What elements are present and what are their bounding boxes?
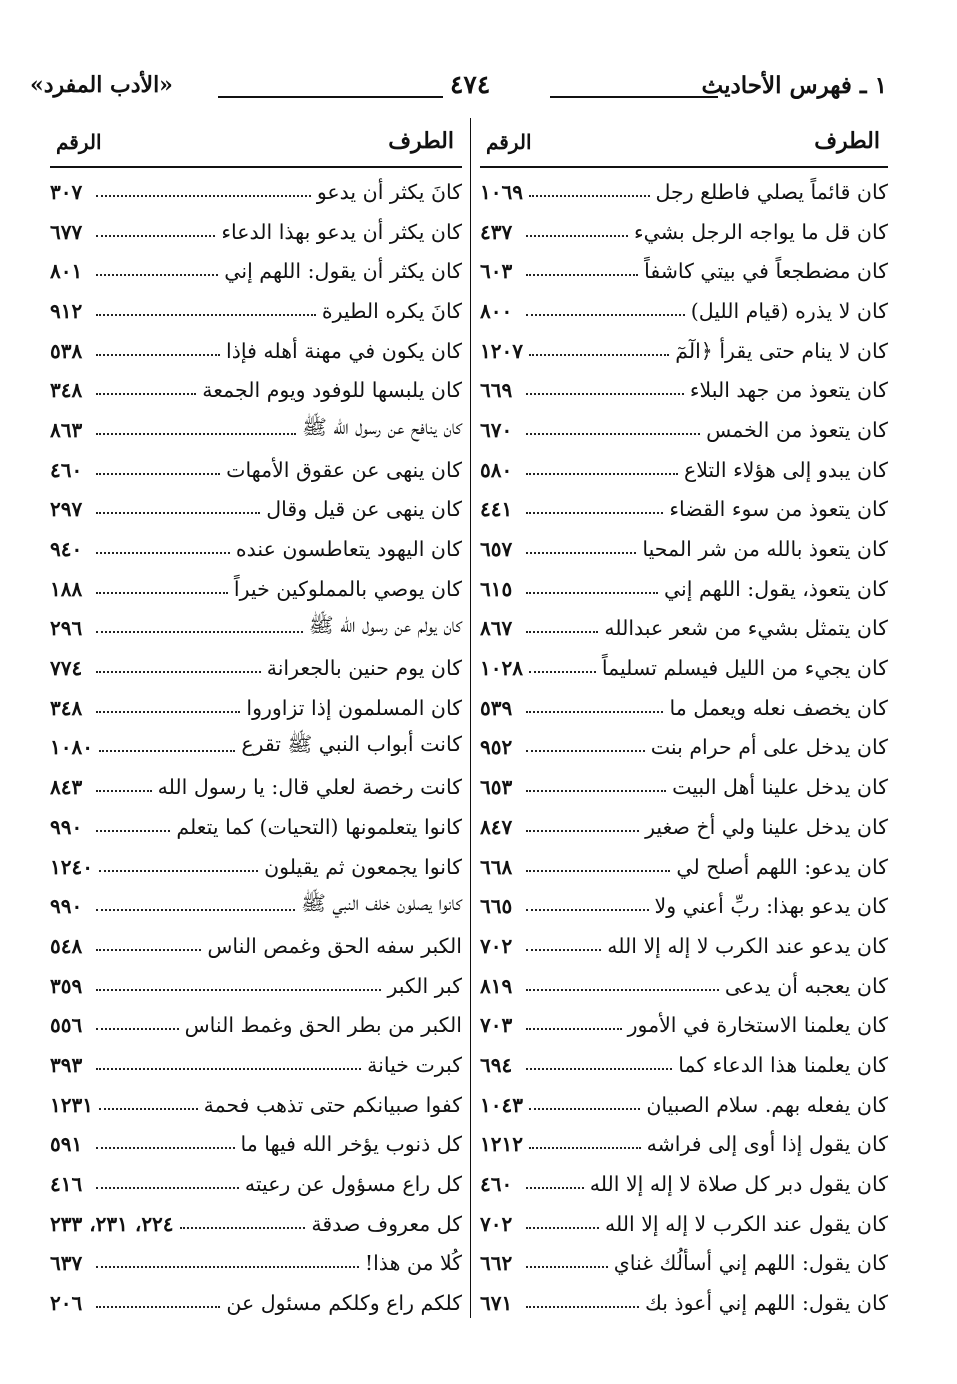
index-entry [50, 728, 462, 768]
entry-number: ٨٤٧ [480, 814, 513, 839]
index-entry [480, 688, 888, 728]
dot-leader [96, 473, 220, 475]
index-entry [480, 847, 888, 887]
index-entry [480, 490, 888, 530]
entry-number: ٣٤٨ [50, 695, 83, 720]
index-entry [480, 728, 888, 768]
entry-number: ١٢٣١ [50, 1092, 93, 1117]
index-rows [480, 168, 888, 1323]
entry-text: كان يتعوذ بالله من شر المحيا [642, 537, 888, 562]
entry-number: ٣٥٩ [50, 973, 83, 998]
entry-text: كل معروف صدقة [311, 1211, 462, 1236]
index-entry [480, 370, 888, 410]
entry-number: ٢٩٧ [50, 497, 83, 522]
entry-text: كبر الكبر [387, 973, 462, 998]
dot-leader [526, 1187, 584, 1189]
entry-text: كانوا يجمعون ثم يقيلون [264, 854, 462, 879]
entry-number: ١٠٤٣ [480, 1092, 523, 1117]
dot-leader [96, 1187, 239, 1189]
index-column-right [480, 120, 888, 1323]
entry-number: ٦٥٣ [480, 775, 513, 800]
entry-number: ١٨٨ [50, 576, 83, 601]
entry-text: كان يفعله بهم. سلام الصبيان [646, 1092, 888, 1117]
dot-leader [96, 592, 228, 594]
entry-text: كان يكثر أن يدعو بهذا الدعاء [221, 219, 462, 244]
index-entry [480, 807, 888, 847]
entry-number: ١٢١٢ [480, 1132, 523, 1157]
index-entry [50, 1125, 462, 1165]
entry-number: ٤٦٠ [480, 1172, 513, 1197]
entry-number: ٦٦٥ [480, 894, 513, 919]
entry-text: كان يقول: اللهم إني أعوذ بك [644, 1291, 888, 1316]
index-entry [480, 886, 888, 926]
entry-text: كبرت خيانة [367, 1052, 462, 1077]
index-rows [50, 168, 462, 1323]
column-divider [470, 118, 471, 1318]
entry-number: ٦٧١ [480, 1291, 513, 1316]
entry-text: كان قل ما يواجه الرجل بشيء [633, 219, 888, 244]
entry-number: ٥٨٠ [480, 457, 513, 482]
entry-text: كان يكون في مهنة أهله فإذا [226, 338, 462, 363]
index-entry [50, 807, 462, 847]
entry-number: ٥٩١ [50, 1132, 83, 1157]
dot-leader [96, 989, 381, 991]
entry-number: ١٠٦٩ [480, 179, 523, 204]
dot-leader [529, 195, 650, 197]
entry-text: كانوا يتعلمونها (التحيات) كما يتعلم [176, 814, 462, 839]
entry-number: ١٠٨٠ [50, 735, 93, 760]
entry-text: كان ينهى عن عقوق الأمهات [226, 457, 462, 482]
index-entry [480, 1164, 888, 1204]
index-entry [480, 251, 888, 291]
entry-number: ٢٢٤، ٢٣١، ٢٣٣ [50, 1211, 174, 1236]
dot-leader [526, 1266, 608, 1268]
entry-text: كان يقول دبر كل صلاة لا إله إلا الله [589, 1172, 888, 1197]
index-column-left [50, 120, 462, 1323]
dot-leader [96, 949, 201, 951]
dot-leader [96, 1028, 179, 1030]
entry-text: الكبر من بطر الحق وغمط الناس [184, 1013, 462, 1038]
dot-leader [526, 433, 700, 435]
index-entry [50, 410, 462, 450]
entry-number: ٦٧٠ [480, 417, 513, 442]
dot-leader [96, 909, 295, 911]
index-entry [480, 1005, 888, 1045]
entry-number: ٦٥٧ [480, 537, 513, 562]
entry-text: كانَ يكره الطيرة [321, 298, 462, 323]
index-entry [50, 331, 462, 371]
entry-number: ٧٠٢ [480, 933, 513, 958]
entry-number: ١٢٠٧ [480, 338, 523, 363]
entry-text: كان يعلمنا هذا الدعاء كما [678, 1052, 888, 1077]
entry-text: كان مضطجعاً في بيتي كاشفاً [644, 259, 888, 284]
dot-leader [96, 314, 316, 316]
index-entry [480, 450, 888, 490]
column-header [480, 120, 888, 168]
entry-number: ٨٠١ [50, 259, 83, 284]
entry-number: ٦٠٣ [480, 259, 513, 284]
entry-number: ٤٦٠ [50, 457, 83, 482]
entry-text: كان يدخل على أم حرام بنت [650, 735, 888, 760]
dot-leader [526, 1068, 672, 1070]
entry-text: كان ينهى عن قيل وقال [266, 497, 462, 522]
dot-leader [526, 552, 636, 554]
dot-leader [96, 1068, 361, 1070]
entry-number: ٩٩٠ [50, 814, 83, 839]
index-entry [50, 1204, 462, 1244]
dot-leader [96, 354, 220, 356]
index-entry [480, 1045, 888, 1085]
entry-number: ٦٦٨ [480, 854, 513, 879]
entry-text: كان يجيء من الليل فيسلم تسليماً [601, 656, 888, 681]
entry-number: ١٠٢٨ [480, 656, 523, 681]
dot-leader [96, 195, 311, 197]
entry-text: الكبر سفه الحق وغمص الناس [207, 933, 462, 958]
index-entry [50, 569, 462, 609]
index-entry [50, 251, 462, 291]
entry-number: ٨١٩ [480, 973, 513, 998]
entry-number: ٩٥٢ [480, 735, 513, 760]
entry-number: ٦٦٩ [480, 378, 513, 403]
entry-number: ٦٦٢ [480, 1251, 513, 1276]
index-entry [480, 410, 888, 450]
index-entry [480, 212, 888, 252]
entry-text: كل ذنوب يؤخر الله فيها ما [240, 1132, 462, 1157]
entry-number: ١٢٤٠ [50, 854, 93, 879]
index-entry [480, 648, 888, 688]
index-entry [50, 1164, 462, 1204]
entry-number: ٨٠٠ [480, 298, 513, 323]
index-entry [50, 886, 462, 926]
index-entry [480, 291, 888, 331]
number-column-label: الرقم [486, 130, 532, 154]
index-entry [50, 767, 462, 807]
entry-text: كان لا يذره (قيام الليل) [690, 298, 888, 323]
dot-leader [526, 1028, 622, 1030]
entry-text: كان ينافح عن رسول الله ﷺ [302, 414, 462, 439]
dot-leader [96, 671, 261, 673]
entry-number: ٢٩٦ [50, 616, 83, 641]
entry-number: ٥٥٦ [50, 1013, 83, 1038]
entry-text: كان يلبسها للوفود ويوم الجمعة [202, 378, 462, 403]
entry-number: ٥٣٨ [50, 338, 83, 363]
dot-leader [96, 1306, 220, 1308]
entry-text: كان يعجبه أن يدعى [724, 973, 888, 998]
entry-text: كان قائماً يصلي فاطلع رجل [655, 179, 888, 204]
dot-leader [526, 949, 601, 951]
index-entry [480, 926, 888, 966]
entry-number: ٣٠٧ [50, 179, 83, 204]
entry-number: ٦٧٧ [50, 219, 83, 244]
dot-leader [96, 274, 218, 276]
index-entry [50, 609, 462, 649]
entry-number: ٤١٦ [50, 1172, 83, 1197]
entry-number: ٨٦٧ [480, 616, 513, 641]
entry-number: ٤٣٧ [480, 219, 513, 244]
index-entry [50, 370, 462, 410]
dot-leader [526, 989, 719, 991]
section-title: ١ ـ فهرس الأحاديث [701, 72, 887, 99]
entry-text: كان يتمثل بشيء من شعر عبدالله [604, 616, 888, 641]
dot-leader [529, 671, 596, 673]
dot-leader [99, 870, 258, 872]
index-entry [50, 688, 462, 728]
entry-number: ٥٤٨ [50, 933, 83, 958]
index-entry [480, 569, 888, 609]
entry-text: كلكم راع وكلكم مسئول عن [226, 1291, 462, 1316]
entry-number: ٦٣٧ [50, 1251, 83, 1276]
index-entry [480, 1283, 888, 1323]
index-entry [50, 966, 462, 1006]
entry-text: كل راع مسؤول عن رعيته [244, 1172, 462, 1197]
entry-text: كان يتعوذ من سوء القضاء [669, 497, 888, 522]
dot-leader [526, 1306, 639, 1308]
header-rule-right [550, 96, 718, 98]
entry-text: كان يقول: اللهم إني أسألُك غناي [613, 1251, 888, 1276]
index-entry [480, 1125, 888, 1165]
entry-text: كان لا ينام حتى يقرأ ﴿الٓمٓ [675, 338, 888, 363]
header-rule-left [218, 96, 443, 98]
dot-leader [180, 1227, 306, 1229]
dot-leader [96, 631, 303, 633]
book-title: «الأدب المفرد» [30, 72, 173, 98]
index-entry [480, 966, 888, 1006]
index-entry [50, 172, 462, 212]
entry-text: كان يخصف نعله ويعمل ما [669, 695, 888, 720]
index-entry [50, 291, 462, 331]
dot-leader [526, 830, 639, 832]
dot-leader [526, 235, 628, 237]
dot-leader [96, 1147, 235, 1149]
dot-leader [526, 393, 684, 395]
entry-text: كان يولم عن رسول الله ﷺ [308, 613, 462, 638]
entry-text: كان يدخل علينا أهل البيت [672, 775, 888, 800]
dot-leader [526, 314, 685, 316]
number-column-label: الرقم [56, 130, 102, 154]
entry-text: كان يتعوذ من جهد البلاء [689, 378, 888, 403]
dot-leader [526, 592, 658, 594]
entry-number: ٨٦٣ [50, 417, 83, 442]
dot-leader [526, 1227, 599, 1229]
entry-text: كان يقول إذا أوى إلى فراشه [646, 1132, 888, 1157]
index-entry [50, 926, 462, 966]
entry-text: كان يكثر أن يقول: اللهم إني [224, 259, 462, 284]
dot-leader [526, 631, 598, 633]
entry-number: ٣٤٨ [50, 378, 83, 403]
entry-text: كان اليهود يتعاطسون عنده [235, 537, 462, 562]
entry-text: كان يقول عند الكرب لا إله إلا الله [604, 1211, 888, 1236]
entry-text: كان يدعو عند الكرب لا إله إلا الله [607, 933, 888, 958]
dot-leader [96, 433, 296, 435]
dot-leader [529, 354, 669, 356]
index-entry [50, 450, 462, 490]
dot-leader [96, 235, 215, 237]
index-entry [50, 1244, 462, 1284]
entry-text: كان يدخل علينا ولي أخ صغير [645, 814, 888, 839]
entry-text: كان يبدو إلى هؤلاء التلاع [683, 457, 888, 482]
entry-text: كانت أبواب النبي ﷺ تقرع [241, 732, 462, 757]
dot-leader [526, 512, 663, 514]
entry-text: كان يدعو بهذا: ربِّ أعني ولا [654, 894, 888, 919]
index-entry [50, 212, 462, 252]
entry-number: ٣٩٣ [50, 1052, 83, 1077]
entry-text: كانت رخصة لعلي قال: يا رسول الله [157, 775, 462, 800]
entry-text: كان يتعوذ، يقول: اللهم إني [663, 576, 888, 601]
dot-leader [96, 393, 196, 395]
entry-text: كان يعلمنا الاستخارة في الأمور [627, 1013, 888, 1038]
entry-text: كانوا يصلون خلف النبي ﷺ [301, 891, 462, 916]
entry-number: ٤٤١ [480, 497, 513, 522]
text-column-label: الطرف [814, 128, 880, 154]
entry-number: ٩٤٠ [50, 537, 83, 562]
entry-number: ٩٩٠ [50, 894, 83, 919]
index-entry [50, 1045, 462, 1085]
dot-leader [96, 512, 260, 514]
index-entry [480, 529, 888, 569]
index-entry [50, 490, 462, 530]
entry-text: كان يدعو: اللهم أصلح لي [676, 854, 888, 879]
index-entry [480, 1204, 888, 1244]
entry-number: ٩١٢ [50, 298, 83, 323]
entry-number: ٦١٥ [480, 576, 513, 601]
dot-leader [96, 1266, 359, 1268]
index-entry [50, 648, 462, 688]
dot-leader [526, 711, 663, 713]
entry-text: كان يتعوذ من الخمس [706, 417, 888, 442]
index-entry [50, 1283, 462, 1323]
dot-leader [526, 473, 678, 475]
index-entry [50, 1085, 462, 1125]
entry-text: كانَ يكثر أن يدعو [316, 179, 462, 204]
text-column-label: الطرف [388, 128, 454, 154]
index-entry [480, 1244, 888, 1284]
dot-leader [99, 1108, 198, 1110]
index-entry [480, 1085, 888, 1125]
entry-text: كُلا من هذا! [364, 1251, 462, 1276]
entry-number: ٥٣٩ [480, 695, 513, 720]
dot-leader [529, 1147, 641, 1149]
entry-text: كفوا صبيانكم حتى تذهب فحمة [203, 1092, 462, 1117]
index-entry [480, 609, 888, 649]
index-entry [50, 847, 462, 887]
dot-leader [96, 552, 230, 554]
dot-leader [96, 790, 152, 792]
index-entry [480, 172, 888, 212]
entry-number: ٧٧٤ [50, 656, 83, 681]
entry-number: ٧٠٣ [480, 1013, 513, 1038]
dot-leader [99, 750, 235, 752]
entry-number: ٧٠٢ [480, 1211, 513, 1236]
entry-text: كان المسلمون إذا تزاوروا [246, 695, 462, 720]
index-entry [480, 767, 888, 807]
page-header [30, 66, 887, 106]
dot-leader [526, 274, 638, 276]
entry-text: كان يوصي بالمملوكين خيراً [233, 576, 462, 601]
dot-leader [526, 750, 645, 752]
dot-leader [526, 909, 649, 911]
index-entry [50, 529, 462, 569]
index-entry [480, 331, 888, 371]
entry-text: كان يوم حنين بالجعرانة [266, 656, 462, 681]
index-entry [50, 1005, 462, 1045]
dot-leader [96, 711, 240, 713]
page-number: ٤٧٤ [450, 70, 491, 99]
dot-leader [526, 870, 670, 872]
column-header [50, 120, 462, 168]
entry-number: ٨٤٣ [50, 775, 83, 800]
dot-leader [96, 830, 170, 832]
dot-leader [526, 790, 666, 792]
entry-number: ٦٩٤ [480, 1052, 513, 1077]
entry-number: ٢٠٦ [50, 1291, 83, 1316]
dot-leader [529, 1108, 640, 1110]
